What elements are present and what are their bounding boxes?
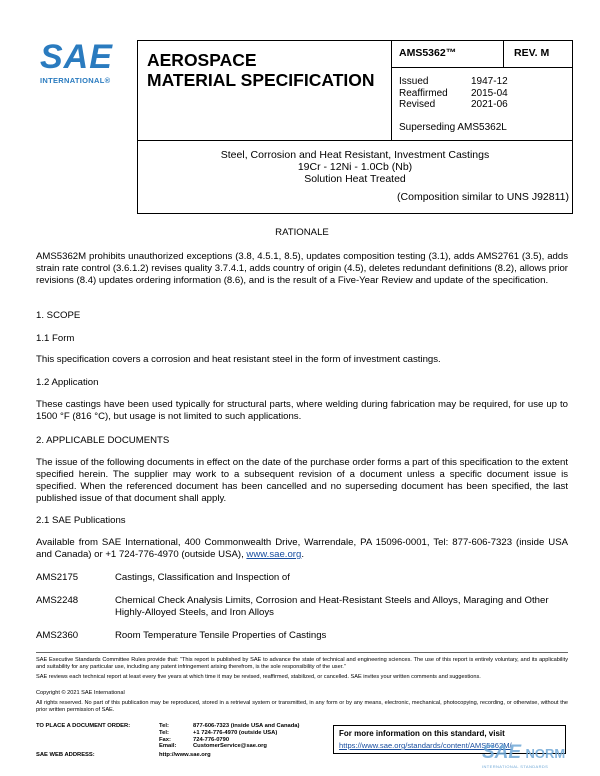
date-list [399, 76, 508, 111]
section-1-2-text: These castings have been used typically for structural parts, where welding during fabrication may be required, for use up to 1500 °F (816 °C), but usage is not limited to such applications. [36, 399, 568, 422]
rationale-heading: RATIONALE [275, 227, 329, 238]
doc-number: AMS5362™ [399, 47, 457, 59]
sae-website-link[interactable]: www.sae.org [246, 549, 302, 560]
section-2-heading: 2. APPLICABLE DOCUMENTS [36, 435, 170, 446]
header-title-cell [137, 40, 392, 140]
date-reaffirmed: Reaffirmed 2015-04 [399, 87, 508, 99]
email-address[interactable]: CustomerService@sae.org [193, 743, 267, 750]
section-1-2-heading: 1.2 Application [36, 377, 99, 388]
superseding-note: Superseding AMS5362L [399, 122, 507, 133]
footer-copyright: Copyright © 2021 SAE International [36, 690, 125, 696]
web-label: SAE WEB ADDRESS: [36, 752, 95, 759]
more-info-heading: For more information on this standard, visit [339, 729, 505, 738]
footer-review-note: SAE reviews each technical report at least every five years at which time it may be revised, reaffirmed, stabilized, or cancelled. SAE invites your written comments and suggestions. [36, 674, 481, 680]
reference-code: AMS2175 [36, 572, 79, 583]
logo-subtitle: INTERNATIONAL® [40, 76, 111, 85]
standard-url-link[interactable]: https://www.sae.org/standards/content/AMS5362M/ [339, 741, 512, 750]
watermark-word: NORM [525, 746, 566, 761]
reference-code: AMS2360 [36, 630, 79, 641]
spec-description [137, 149, 573, 185]
desc-line1: Steel, Corrosion and Heat Resistant, Investment Castings [220, 149, 490, 161]
date-revised: Revised 2021-06 [399, 99, 508, 110]
order-contact: TO PLACE A DOCUMENT ORDER: Tel: 877-606-7323 (inside USA and Canada) Tel: +1 724-776-4970 (outside USA) Fax: 724-776-0790 Email: CustomerService@sae.org SAE WEB ADDRESS: http://www.sae.org [36, 723, 300, 759]
reference-code: AMS2248 [36, 595, 79, 606]
section-2-1-text: Available from SAE International, 400 Commonwealth Drive, Warrendale, PA 15096-0001, Tel: 877-606-7323 (inside USA and Canada) or +1 724-776-4970 (outside USA), www.sae.org. [36, 537, 568, 560]
phone-us: 877-606-7323 (inside USA and Canada) [193, 723, 300, 729]
desc-line2: 19Cr - 12Ni - 1.0Cb (Nb) [297, 161, 413, 173]
reference-title: Castings, Classification and Inspection of [115, 572, 290, 583]
web-address[interactable]: http://www.sae.org [159, 752, 211, 759]
footer-disclaimer: SAE Executive Standards Committee Rules provide that: “This report is published by SAE to advance the state of technical and engineering sciences. The use of this report is entirely voluntary, and its applicability and suitability for any particular use, including any patent infringement arising therefrom, is the sole responsibility of the user.” [36, 657, 568, 670]
section-1-heading: 1. SCOPE [36, 310, 81, 321]
reference-title: Room Temperature Tensile Properties of Castings [115, 630, 327, 641]
section-1-1-heading: 1.1 Form [36, 333, 75, 344]
header-divider [137, 140, 573, 141]
doc-type-line1: AEROSPACE [147, 50, 257, 70]
watermark-subtitle: INTERNATIONAL STANDARDS [482, 764, 549, 769]
section-1-1-text: This specification covers a corrosion and heat resistant steel in the form of investment castings. [36, 354, 441, 365]
sae-norm-watermark [482, 742, 596, 772]
section-2-text: The issue of the following documents in effect on the date of the purchase order forms a part of this specification to the extent specified herein. The supplier may work to a subsequent revision of a document unless a specific document issue is specified. When the referenced document has been cancelled and no superseding document has been specified, the last published issue of that document shall apply. [36, 457, 568, 504]
fax-number: 724-776-0790 [193, 736, 230, 743]
doc-type-line2: MATERIAL SPECIFICATION [147, 70, 375, 90]
reference-title: Chemical Check Analysis Limits, Corrosion and Heat-Resistant Steels and Alloys, Maraging and Other Highly-Alloyed Steels, and Iron Alloys [115, 595, 549, 618]
rationale-text: AMS5362M prohibits unauthorized exceptions (3.8, 4.5.1, 8.5), updates composition testing (3.1), adds AMS2761 (3.5), adds strain rate control (3.6.1.2) revises quality 3.7.4.1, adds country of origin (4.5), deletes redundant definitions (8.2), allows prior revisions (8.4) updates ordering information (8.6), and is the result of a Five-Year Review and update of the specification. [36, 251, 568, 286]
footer-rights: All rights reserved. No part of this publication may be reproduced, stored in a retrieval system or transmitted, in any form or by any means, electronic, mechanical, photocopying, recording, or otherwise, without the prior written permission of SAE. [36, 700, 568, 713]
date-issued: Issued 1947-12 [399, 76, 508, 87]
revision-cell [504, 40, 573, 68]
sae-logo [40, 40, 120, 85]
logo-mark: SAE [40, 38, 113, 76]
section-2-1-heading: 2.1 SAE Publications [36, 515, 126, 526]
doc-number-cell [392, 40, 504, 68]
desc-line3: Solution Heat Treated [304, 173, 406, 185]
order-label: TO PLACE A DOCUMENT ORDER: [36, 723, 131, 729]
revision: REV. M [514, 47, 550, 59]
composition-note: (Composition similar to UNS J92811) [397, 191, 569, 203]
watermark-mark: SAE [482, 742, 522, 763]
footer-divider [36, 652, 568, 653]
phone-intl: +1 724-776-4970 (outside USA) [193, 729, 278, 736]
